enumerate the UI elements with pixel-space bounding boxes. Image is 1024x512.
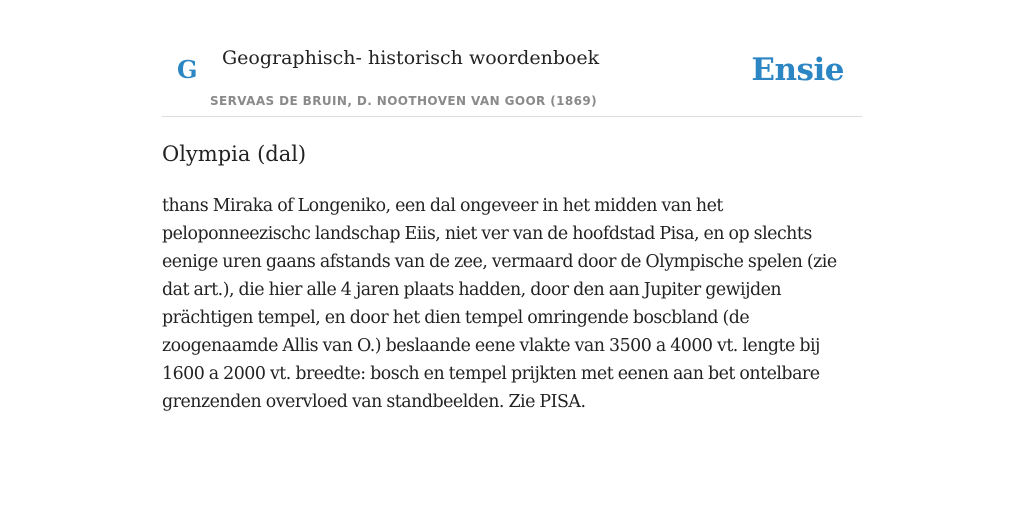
dictionary-logo-letter[interactable]: G (177, 55, 198, 84)
dictionary-header (162, 0, 862, 117)
dictionary-author: SERVAAS DE BRUIN, D. NOOTHOVEN VAN GOOR (1869) (210, 94, 598, 108)
entry-title: Olympia (dal) (162, 142, 307, 166)
entry-body: thans Miraka of Longeniko, een dal ongeveer in het midden van het peloponneezischc landschap Eiis, niet ver van de hoofdstad Pisa, en op slechts eenige uren gaans afstands van de zee, vermaard door de Olympische spelen (zie dat art.), die hier alle 4 jaren plaats hadden, door den aan Jupiter gewijden prächtigen tempel, en door het dien tempel omringende boscbland (de zoogenaamde Allis van O.) beslaande eene vlakte van 3500 a 4000 vt. lengte bij 1600 a 2000 vt. breedte: bosch en tempel prijkten met eenen aan bet ontelbare grenzenden overvloed van standbeelden. Zie PISA. (162, 196, 837, 412)
ensie-logo[interactable]: Ensie (751, 52, 844, 88)
dictionary-title[interactable]: Geographisch- historisch woordenboek (222, 47, 600, 69)
